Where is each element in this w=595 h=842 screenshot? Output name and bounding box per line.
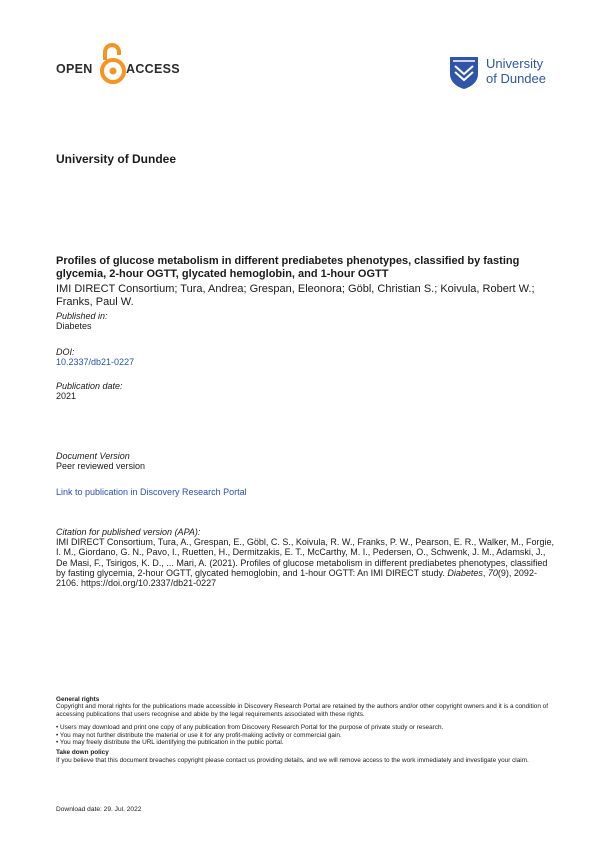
published-in-value: Diabetes bbox=[56, 321, 92, 331]
publication-date-section bbox=[56, 381, 123, 401]
publication-title: Profiles of glucose metabolism in different prediabetes phenotypes, classified by fasting glycemia, 2-hour OGTT, glycated hemoglobin, and 1-hour OGTT bbox=[56, 255, 520, 280]
published-in-label: Published in: bbox=[56, 311, 108, 321]
university-logo-text bbox=[486, 56, 546, 86]
doi-section bbox=[56, 347, 134, 367]
citation-volume: 70 bbox=[487, 567, 498, 578]
publication-date-label: Publication date: bbox=[56, 381, 123, 391]
citation-journal: Diabetes bbox=[447, 567, 483, 578]
document-version-section bbox=[56, 451, 145, 471]
university-logo bbox=[449, 56, 564, 92]
document-version-value: Peer reviewed version bbox=[56, 461, 146, 471]
general-rights-text: Copyright and moral rights for the publications made accessible in Discovery Research Portal are retained by the authors and/or other copyright owners and it is a condition of accessing publications that users recognise and abide by the legal requirements associated with these rights. bbox=[56, 703, 548, 718]
download-date: Download date: 29. Jul. 2022 bbox=[56, 806, 142, 813]
university-logo-line1: University bbox=[486, 56, 544, 71]
doi-link[interactable]: 10.2337/db21-0227 bbox=[56, 357, 135, 367]
general-rights-heading: General rights bbox=[56, 696, 100, 703]
rights-section bbox=[56, 696, 556, 764]
open-access-logo bbox=[56, 42, 206, 86]
citation-main: IMI DIRECT Consortium, Tura, A., Grespan, E., Göbl, C. S., Koivula, R. W., Franks, P. W., Pearson, E. R., Walker, M., Forgie, I. M., Giordano, G. N., Pavo, I., Ruetten, H., Dermitzakis, E. T., McCarthy, M. I., Pedersen, O., Schwenk, J. M., Adamski, J., De Masi, F., Tsirigos, K. D., ... Mari, A. (2021). Profiles of glucose metabolism in different prediabetes phenotypes, classified by fasting glycemia, 2-hour OGTT, glycated hemoglobin, and 1-hour OGTT: An IMI DIRECT study. bbox=[56, 537, 554, 578]
rights-bullet: • You may freely distribute the URL identifying the publication in the public portal. bbox=[56, 739, 284, 747]
doi-label: DOI: bbox=[56, 347, 75, 357]
open-access-logo-left-text: OPEN bbox=[56, 62, 93, 76]
open-lock-icon bbox=[100, 42, 126, 86]
publication-date-value: 2021 bbox=[56, 391, 77, 401]
portal-link[interactable]: Link to publication in Discovery Research Portal bbox=[56, 487, 247, 497]
take-down-text: If you believe that this document breaches copyright please contact us providing details, and we will remove access to the work immediately and investigate your claim. bbox=[56, 756, 529, 764]
university-shield-icon bbox=[449, 56, 479, 90]
rights-bullet: • Users may download and print one copy of any publication from Discovery Research Portal for the purpose of private study or research. bbox=[56, 724, 444, 732]
rights-bullet: • You may not further distribute the material or use it for any profit-making activity or commercial gain. bbox=[56, 731, 342, 739]
document-version-label: Document Version bbox=[56, 451, 130, 461]
citation-label: Citation for published version (APA): bbox=[56, 527, 201, 537]
author-list: IMI DIRECT Consortium; Tura, Andrea; Grespan, Eleonora; Göbl, Christian S.; Koivula, Robert W.; Franks, Paul W. bbox=[56, 283, 535, 308]
university-logo-line2: of Dundee bbox=[486, 71, 546, 86]
take-down-heading: Take down policy bbox=[56, 749, 109, 757]
citation-pages-doi: (9), 2092-2106. https://doi.org/10.2337/db21-0227 bbox=[56, 567, 537, 589]
published-in-section bbox=[56, 311, 108, 331]
institution-name: University of Dundee bbox=[56, 152, 177, 166]
citation-text: IMI DIRECT Consortium, Tura, A., Grespan, E., Göbl, C. S., Koivula, R. W., Franks, P. W., Pearson, E. R., Walker, M., Forgie, I. M., Giordano, G. N., Pavo, I., Ruetten, H., Dermitzakis, E. T., McCarthy, M. I., Pedersen, O., Schwenk, J. M., Adamski, J., De Masi, F., Tsirigos, K. D., ... Mari, A. (2021). Profiles of glucose metabolism in different prediabetes phenotypes, classified by fasting glycemia, 2-hour OGTT, glycated hemoglobin, and 1-hour OGTT: An IMI DIRECT study. Diabetes, 70(9), 2092-2106. https://doi.org/10.2337/db21-0227 bbox=[56, 537, 554, 589]
open-access-logo-right-text: ACCESS bbox=[126, 62, 180, 76]
